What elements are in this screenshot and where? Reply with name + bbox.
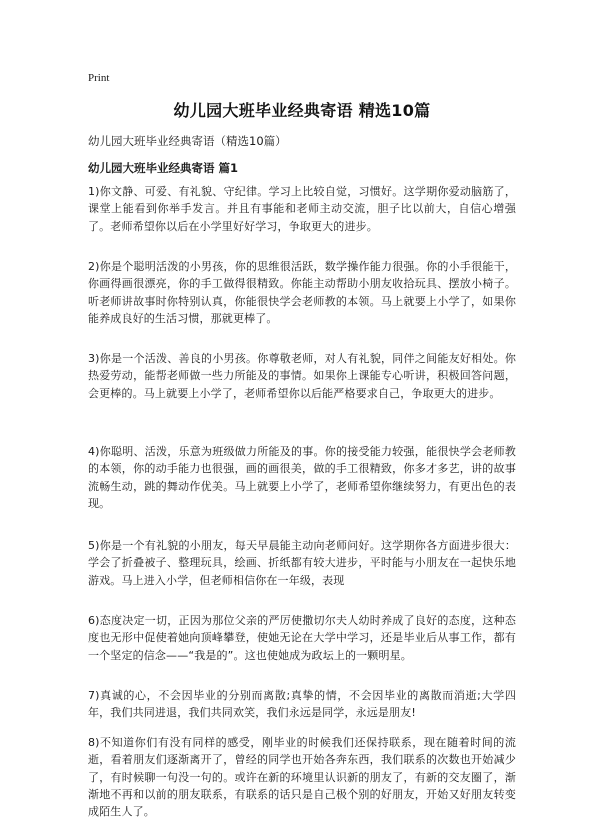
paragraph-4: 4)你聪明、活泼，乐意为班级做力所能及的事。你的接受能力较强，能很快学会老师教的本领，你的动手能力也很强，画的画很美，做的手工很精致，你多才多艺，讲的故事流畅生动，跳的舞动作优美。马上就要上小学了，老师希望你继续努力，有更出色的表现。 [88,445,516,510]
document-subtitle: 幼儿园大班毕业经典寄语（精选10篇） [88,134,287,148]
paragraph-8: 8)不知道你们有没有同样的感受，刚毕业的时候我们还保持联系，现在随着时间的流逝，看着朋友们逐渐离开了，曾经的同学也开始各奔东西，我们联系的次数也开始减少了，有时候聊一句没一句的。或许在新的环境里认识新的朋友了，有新的交友圈了，渐渐地不再和以前的朋友联系，有联系的话只是自己极个别的好朋友，开始又好朋友转变成陌生人了。 [88,736,516,819]
print-link[interactable]: Print [88,72,110,84]
paragraph-7: 7)真诚的心，不会因毕业的分别而离散;真挚的情，不会因毕业的离散而消逝;大学四年，我们共同进退，我们共同欢笑，我们永远是同学，永远是朋友! [88,689,516,720]
section-heading: 幼儿园大班毕业经典寄语 篇1 [88,161,239,175]
paragraph-5: 5)你是一个有礼貌的小朋友，每天早晨能主动向老师问好。这学期你各方面进步很大：学会了折叠被子、整理玩具，绘画、折纸都有较大进步，平时能与小朋友在一起快乐地游戏。马上进入小学，但老师相信你在一年级，表现 [88,539,516,587]
paragraph-3: 3)你是一个活泼、善良的小男孩。你尊敬老师，对人有礼貌，同伴之间能友好相处。你热爱劳动，能帮老师做一些力所能及的事情。如果你上课能专心听讲，积极回答问题，会更棒的。马上就要上小学了，老师希望你以后能严格要求自己，争取更大的进步。 [88,352,516,400]
page-title: 幼儿园大班毕业经典寄语 精选10篇 [173,101,431,120]
paragraph-2: 2)你是个聪明活泼的小男孩，你的思维很活跃，数学操作能力很强。你的小手很能干，你画得画很漂亮，你的手工做得很精致。你能主动帮助小朋友收拾玩具、摆放小椅子。听老师讲故事时你特别认真，你能很快学会老师教的本领。马上就要上小学了，如果你能养成良好的生活习惯，那就更棒了。 [88,260,516,325]
paragraph-1: 1)你文静、可爱、有礼貌、守纪律。学习上比较自觉，习惯好。这学期你爱动脑筋了，课堂上能看到你举手发言。并且有事能和老师主动交流，胆子比以前大，自信心增强了。老师希望你以后在小学里好好学习，争取更大的进步。 [88,185,516,233]
paragraph-6: 6)态度决定一切，正因为那位父亲的严厉使撒切尔夫人幼时养成了良好的态度，这种态度也无形中促使着她向顶峰攀登，使她无论在大学中学习，还是毕业后从事工作，都有一个坚定的信念——“我是的”。这也使她成为政坛上的一颗明星。 [88,614,516,662]
